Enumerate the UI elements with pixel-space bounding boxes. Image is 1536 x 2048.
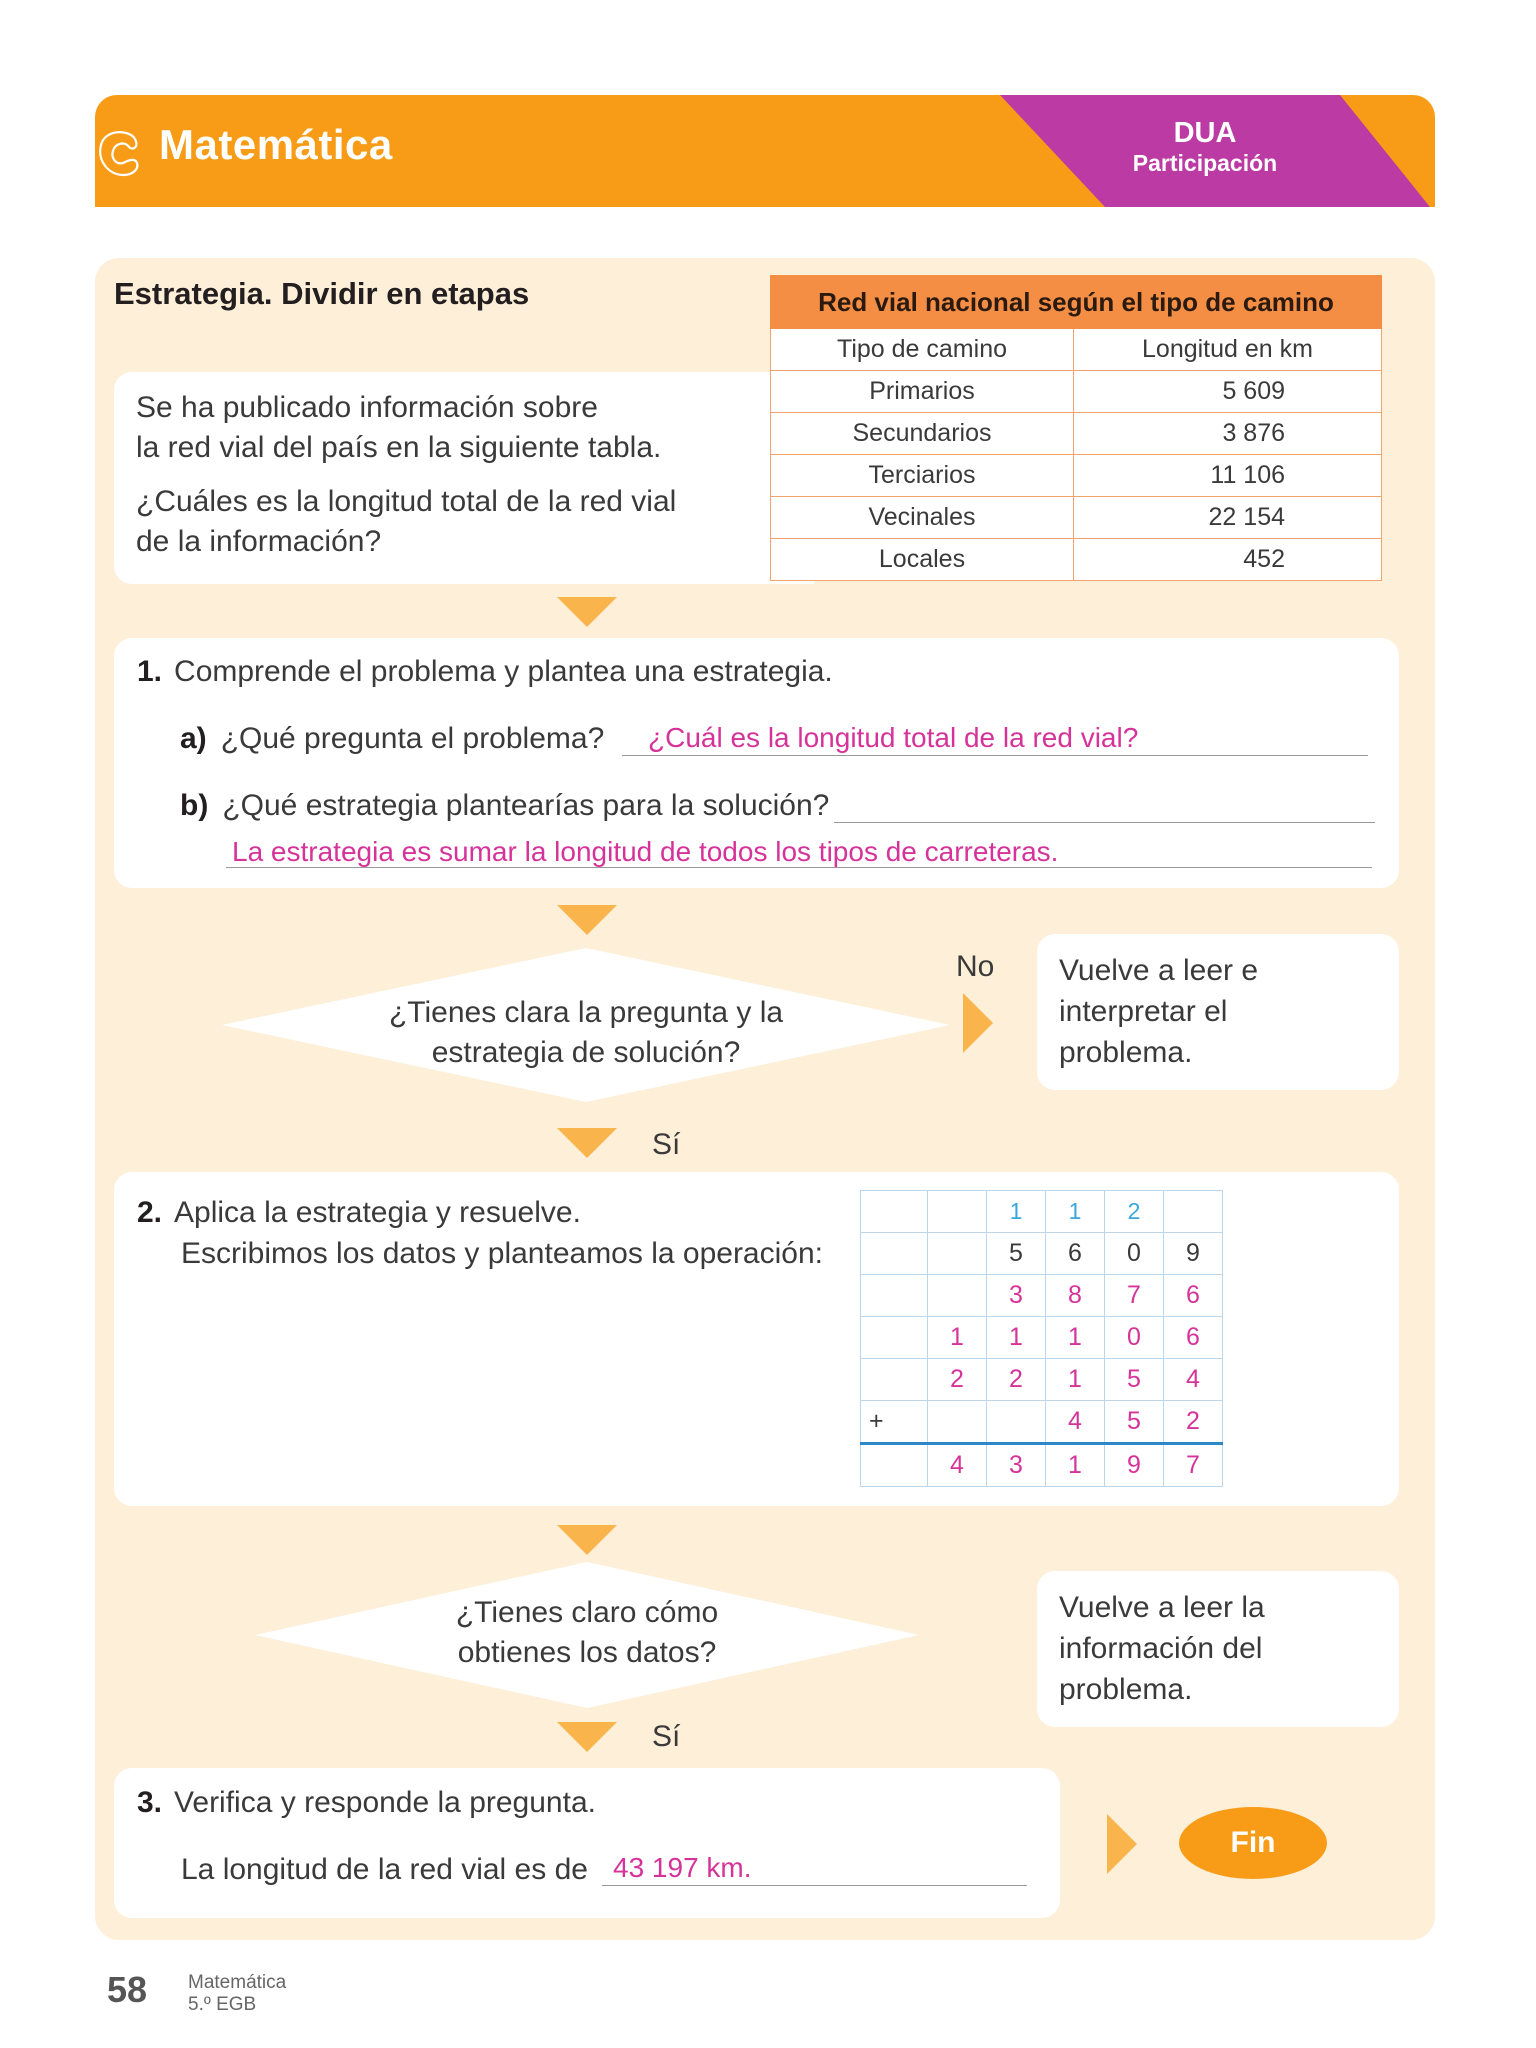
reread-problem-card xyxy=(1037,934,1399,1090)
grid-cell: 5 xyxy=(987,1233,1046,1275)
grid-cell: 1 xyxy=(1046,1444,1105,1487)
grid-cell: 7 xyxy=(1164,1444,1223,1487)
flow-arrow-down-icon xyxy=(557,1128,617,1158)
addend-row xyxy=(861,1233,1223,1275)
decision-2-line-1: ¿Tienes claro cómo xyxy=(455,1596,719,1629)
reread-info-line-2: información del xyxy=(1059,1632,1263,1665)
step2-subtitle: Escribimos los datos y planteamos la operación: xyxy=(181,1237,823,1270)
grid-cell: 2 xyxy=(928,1359,987,1401)
end-badge: Fin xyxy=(1179,1807,1327,1879)
flow-arrow-down-icon xyxy=(557,1525,617,1555)
step3-number: 3. xyxy=(137,1786,163,1819)
footer-info xyxy=(188,1972,286,2016)
step2-title: Aplica la estrategia y resuelve. xyxy=(174,1196,581,1229)
answer-total-length[interactable]: 43 197 km. xyxy=(613,1852,752,1883)
step3-title: Verifica y responde la pregunta. xyxy=(174,1786,596,1819)
grid-cell xyxy=(861,1233,928,1275)
answer-b-line-2 xyxy=(226,867,1372,868)
decision-1-line-1: ¿Tienes clara la pregunta y la xyxy=(388,996,784,1029)
grid-cell: 7 xyxy=(1105,1275,1164,1317)
step2-number: 2. xyxy=(137,1196,163,1229)
length-cell: 3 876 xyxy=(1074,413,1382,455)
grid-cell xyxy=(987,1401,1046,1444)
dua-badge-subtitle: Participación xyxy=(1132,150,1278,176)
step1-heading xyxy=(137,655,833,689)
grid-cell: 5 xyxy=(1105,1359,1164,1401)
road-type-cell: Secundarios xyxy=(771,413,1074,455)
road-type-cell: Vecinales xyxy=(771,497,1074,539)
yes-label: Sí xyxy=(652,1128,681,1161)
answer-3-line xyxy=(602,1885,1027,1886)
question-line-1: ¿Cuáles es la longitud total de la red vial xyxy=(136,485,677,518)
flow-arrow-right-icon xyxy=(963,993,993,1053)
table-row xyxy=(771,455,1382,497)
grid-cell xyxy=(928,1191,987,1233)
step2-heading xyxy=(137,1192,823,1274)
grid-cell: 1 xyxy=(1046,1191,1105,1233)
page-number: 58 xyxy=(107,1969,148,2010)
addend-row xyxy=(861,1275,1223,1317)
decision-2-line-2: obtienes los datos? xyxy=(457,1636,717,1669)
addend-row xyxy=(861,1359,1223,1401)
addend-row xyxy=(861,1401,1223,1444)
grid-cell xyxy=(861,1359,928,1401)
grid-cell xyxy=(1164,1191,1223,1233)
reread-info-line-3: problema. xyxy=(1059,1673,1193,1706)
question-b-label: b) xyxy=(180,789,209,822)
table-row xyxy=(771,539,1382,581)
grid-cell xyxy=(861,1191,928,1233)
question-a-text: ¿Qué pregunta el problema? xyxy=(220,722,605,755)
length-cell: 452 xyxy=(1074,539,1382,581)
grid-cell: 3 xyxy=(987,1275,1046,1317)
grid-cell: 1 xyxy=(987,1191,1046,1233)
decision-1-text xyxy=(322,993,850,1073)
grid-cell: 8 xyxy=(1046,1275,1105,1317)
grid-cell xyxy=(861,1317,928,1359)
subject-header xyxy=(95,95,1435,207)
grid-cell xyxy=(861,1275,928,1317)
flow-arrow-right-icon xyxy=(1107,1814,1137,1874)
grid-cell: 6 xyxy=(1164,1275,1223,1317)
step3-heading xyxy=(137,1786,596,1820)
answer-a-line xyxy=(622,755,1368,756)
footer-grade: 5.º EGB xyxy=(188,1994,257,2015)
road-network-table xyxy=(770,275,1382,581)
flow-arrow-down-icon xyxy=(557,597,617,627)
carry-row xyxy=(861,1191,1223,1233)
intro-text xyxy=(136,388,676,576)
plus-sign: + xyxy=(861,1401,928,1444)
question-a-label: a) xyxy=(180,722,207,755)
flow-arrow-down-icon xyxy=(557,905,617,935)
step1-question-b xyxy=(180,789,829,823)
grid-cell xyxy=(928,1275,987,1317)
length-cell: 22 154 xyxy=(1074,497,1382,539)
table-row xyxy=(771,497,1382,539)
table-caption: Red vial nacional según el tipo de camino xyxy=(771,276,1382,329)
grid-cell: 2 xyxy=(1105,1191,1164,1233)
reread-line-3: problema. xyxy=(1059,1036,1193,1069)
grid-cell: 1 xyxy=(928,1317,987,1359)
table-header-row xyxy=(771,329,1382,371)
step1-question-a xyxy=(180,722,604,756)
grid-cell xyxy=(928,1401,987,1444)
grid-cell: 0 xyxy=(1105,1317,1164,1359)
grid-cell: 9 xyxy=(1105,1444,1164,1487)
grid-cell: 4 xyxy=(1046,1401,1105,1444)
grid-cell: 4 xyxy=(928,1444,987,1487)
subject-title: Matemática xyxy=(159,121,393,168)
intro-line-2: la red vial del país en la siguiente tabla. xyxy=(136,431,662,464)
grid-cell: 1 xyxy=(1046,1359,1105,1401)
decision-1-line-2: estrategia de solución? xyxy=(431,1036,741,1069)
footer-subject: Matemática xyxy=(188,1972,287,1993)
decision-2-text xyxy=(387,1593,787,1673)
grid-cell xyxy=(861,1444,928,1487)
dua-badge-title: DUA xyxy=(1173,117,1237,149)
yes-label-2: Sí xyxy=(652,1720,681,1753)
grid-cell: 1 xyxy=(1046,1317,1105,1359)
grid-cell: 5 xyxy=(1105,1401,1164,1444)
grid-cell: 2 xyxy=(1164,1401,1223,1444)
question-line-2: de la información? xyxy=(136,525,382,558)
addition-grid xyxy=(860,1190,1223,1487)
reread-info-line-1: Vuelve a leer la xyxy=(1059,1591,1265,1624)
grid-cell xyxy=(928,1233,987,1275)
c-logo-icon xyxy=(95,123,147,183)
table-row xyxy=(771,413,1382,455)
grid-cell: 4 xyxy=(1164,1359,1223,1401)
intro-line-1: Se ha publicado información sobre xyxy=(136,391,598,424)
step3-sentence: La longitud de la red vial es de xyxy=(181,1853,588,1886)
step1-number: 1. xyxy=(137,655,163,688)
step1-title: Comprende el problema y plantea una estrategia. xyxy=(174,655,833,688)
flow-arrow-down-icon xyxy=(557,1722,617,1752)
grid-cell: 3 xyxy=(987,1444,1046,1487)
strategy-title: Estrategia. Dividir en etapas xyxy=(114,276,530,311)
result-row xyxy=(861,1444,1223,1487)
road-type-cell: Terciarios xyxy=(771,455,1074,497)
column-header-length: Longitud en km xyxy=(1074,329,1382,371)
addend-row xyxy=(861,1317,1223,1359)
length-cell: 5 609 xyxy=(1074,371,1382,413)
grid-cell: 6 xyxy=(1046,1233,1105,1275)
grid-cell: 0 xyxy=(1105,1233,1164,1275)
answer-b-line-1 xyxy=(834,822,1375,823)
question-b-text: ¿Qué estrategia plantearías para la solución? xyxy=(222,789,830,822)
reread-information-card xyxy=(1037,1571,1399,1727)
road-type-cell: Primarios xyxy=(771,371,1074,413)
grid-cell: 2 xyxy=(987,1359,1046,1401)
grid-cell: 9 xyxy=(1164,1233,1223,1275)
reread-line-2: interpretar el xyxy=(1059,995,1228,1028)
dua-badge xyxy=(1120,117,1290,177)
table-row xyxy=(771,371,1382,413)
no-label: No xyxy=(956,950,995,983)
length-cell: 11 106 xyxy=(1074,455,1382,497)
answer-a[interactable]: ¿Cuál es la longitud total de la red vial? xyxy=(648,722,1139,753)
grid-cell: 1 xyxy=(987,1317,1046,1359)
column-header-road-type: Tipo de camino xyxy=(771,329,1074,371)
reread-line-1: Vuelve a leer e xyxy=(1059,954,1259,987)
road-type-cell: Locales xyxy=(771,539,1074,581)
grid-cell: 6 xyxy=(1164,1317,1223,1359)
answer-b[interactable]: La estrategia es sumar la longitud de todos los tipos de carreteras. xyxy=(232,836,1059,867)
